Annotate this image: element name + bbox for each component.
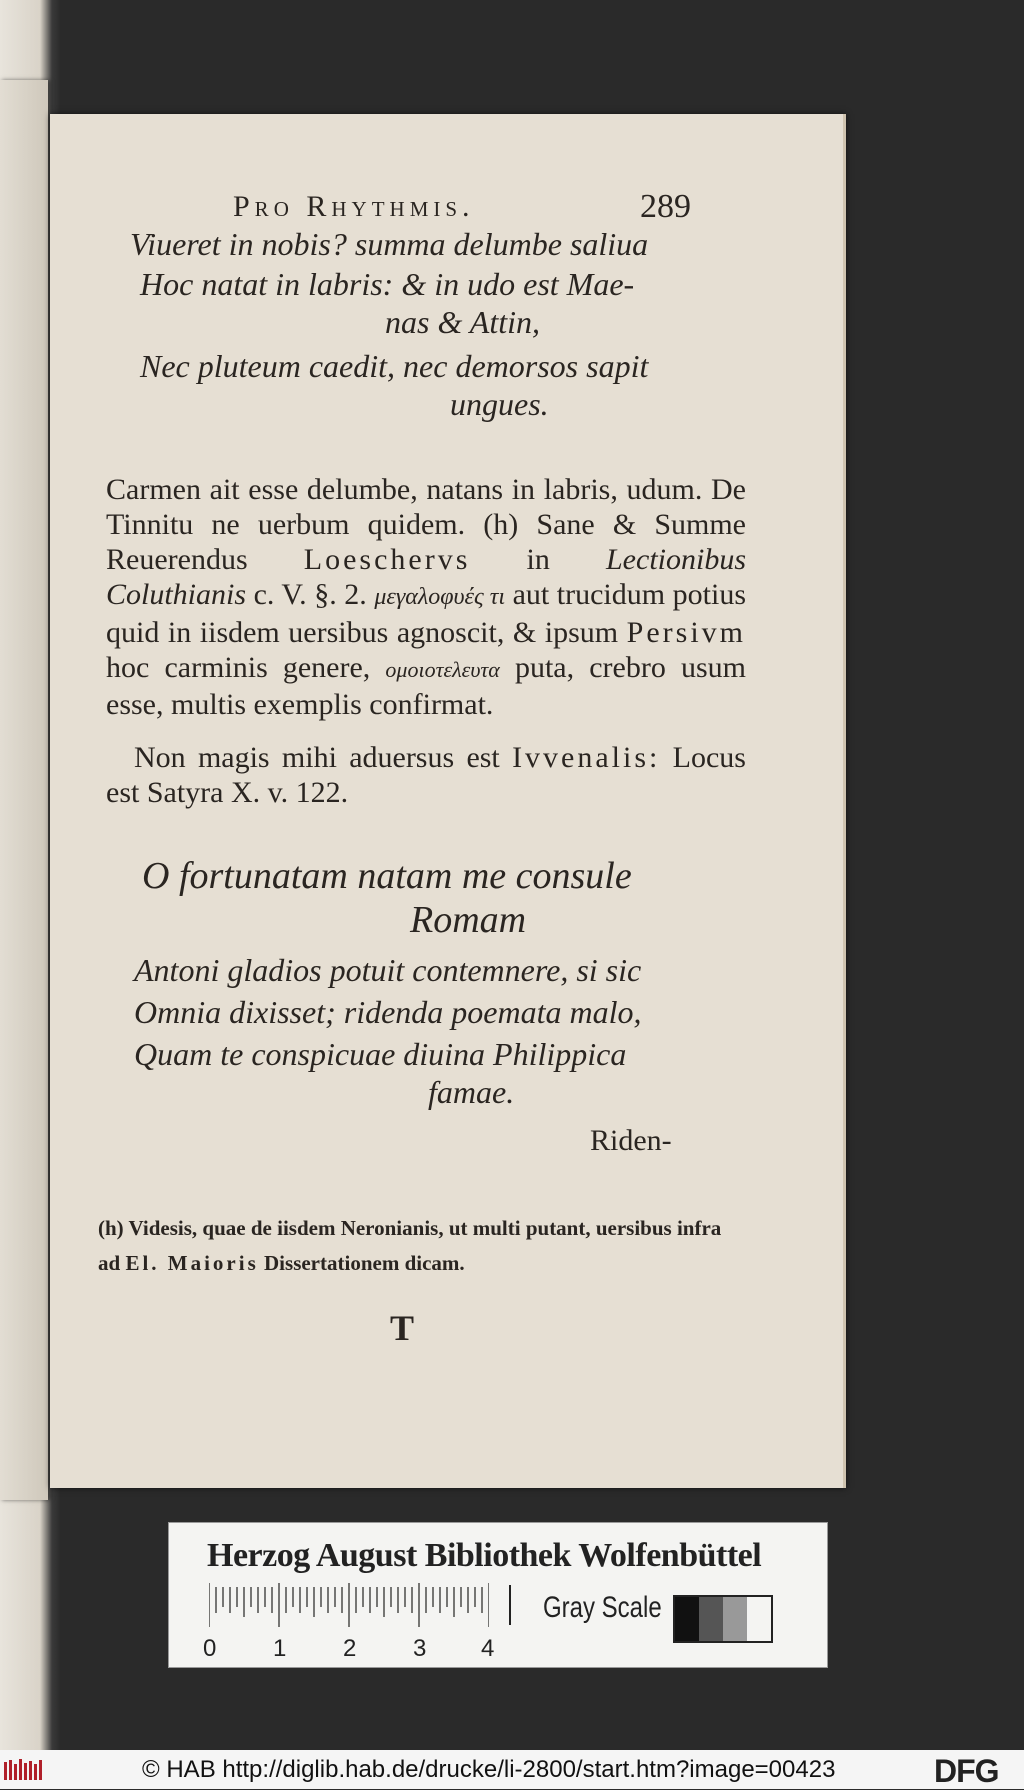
greek-phrase: ομοιοτελευτα xyxy=(385,657,500,682)
paragraph-text: Non magis mihi aduersus est xyxy=(134,741,513,774)
paragraph-text: Locus est Satyra X. v. 122. xyxy=(106,741,746,809)
gray-patch-mid xyxy=(723,1597,747,1641)
library-name: Herzog August Bibliothek Wolfenbüttel xyxy=(207,1537,762,1574)
verse-line: Nec pluteum caedit, nec demorsos sapit xyxy=(140,348,649,384)
ruler-number: 0 xyxy=(203,1635,217,1662)
ruler-number: 1 xyxy=(273,1635,287,1662)
page-number: 289 xyxy=(640,188,691,225)
paragraph xyxy=(106,472,746,722)
gray-patch-white xyxy=(747,1597,771,1641)
ruler-number: 2 xyxy=(343,1635,357,1662)
gray-scale-patches xyxy=(673,1595,773,1643)
ruler-scale xyxy=(209,1583,489,1627)
verse-line: O fortunatam natam me consule xyxy=(142,855,632,897)
dfg-logo: DFG xyxy=(934,1753,999,1789)
author-name: Ivvenalis: xyxy=(512,741,661,774)
verse-line: Antoni gladios potuit contemnere, si sic xyxy=(134,952,642,988)
source-link[interactable]: © HAB http://diglib.hab.de/drucke/li-2800/start.htm?image=00423 xyxy=(142,1756,836,1783)
paragraph-text: aut trucidum potius quid in iisdem uersibus agnoscit, & ipsum xyxy=(106,578,746,649)
facing-page-edge xyxy=(0,80,48,1500)
hab-logo-icon xyxy=(4,1758,44,1782)
verse-line: Hoc natat in labris: & in udo est Mae- xyxy=(140,266,635,302)
catchword: Riden- xyxy=(590,1124,672,1157)
work-title: Lectionibus Coluthianis xyxy=(106,543,746,611)
paragraph-text: c. V. §. 2. xyxy=(246,578,375,611)
verse-line: Quam te conspicuae diuina Philippica xyxy=(134,1036,627,1072)
footnote xyxy=(98,1211,748,1281)
paragraph-text: Carmen ait esse delumbe, natans in labris, udum. De Tinnitu ne uerbum quidem. (h) Sane & Summe Reuerendus xyxy=(106,473,746,576)
verse-line: ungues. xyxy=(450,386,549,422)
running-head: Pro Rhythmis. xyxy=(233,190,475,223)
ruler-number: 3 xyxy=(413,1635,427,1662)
book-page xyxy=(50,114,846,1488)
color-calibration-bar xyxy=(168,1522,828,1668)
paragraph-text: puta, crebro usum esse, multis exemplis confirmat. xyxy=(106,651,746,721)
verse-line: Omnia dixisset; ridenda poemata malo, xyxy=(134,994,642,1030)
paragraph xyxy=(106,740,746,810)
footer-bar xyxy=(0,1750,1024,1789)
author-name: Persivm xyxy=(626,616,746,649)
gray-patch-dark xyxy=(699,1597,723,1641)
gray-patch-black xyxy=(675,1597,699,1641)
greek-phrase: μεγαλοφυές τι xyxy=(374,584,506,610)
paragraph-text: in xyxy=(470,543,606,576)
verse-line: nas & Attin, xyxy=(385,304,540,340)
verse-line: Romam xyxy=(410,899,527,941)
gray-scale-label: Gray Scale xyxy=(543,1591,662,1624)
ruler-divider xyxy=(509,1585,511,1625)
footnote-text: Dissertationem dicam. xyxy=(258,1251,465,1275)
author-name: El. Maioris xyxy=(125,1251,259,1275)
footnote-text: (h) Videsis, quae de iisdem Neronianis, ut multi putant, uersibus infra ad xyxy=(98,1216,722,1275)
signature-mark: T xyxy=(390,1308,415,1348)
verse-line: famae. xyxy=(428,1074,515,1110)
verse-line: Viueret in nobis? summa delumbe saliua xyxy=(130,226,649,262)
ruler-number: 4 xyxy=(481,1635,495,1662)
paragraph-text: hoc carminis genere, xyxy=(106,651,386,684)
author-name: Loeschervs xyxy=(303,543,471,576)
